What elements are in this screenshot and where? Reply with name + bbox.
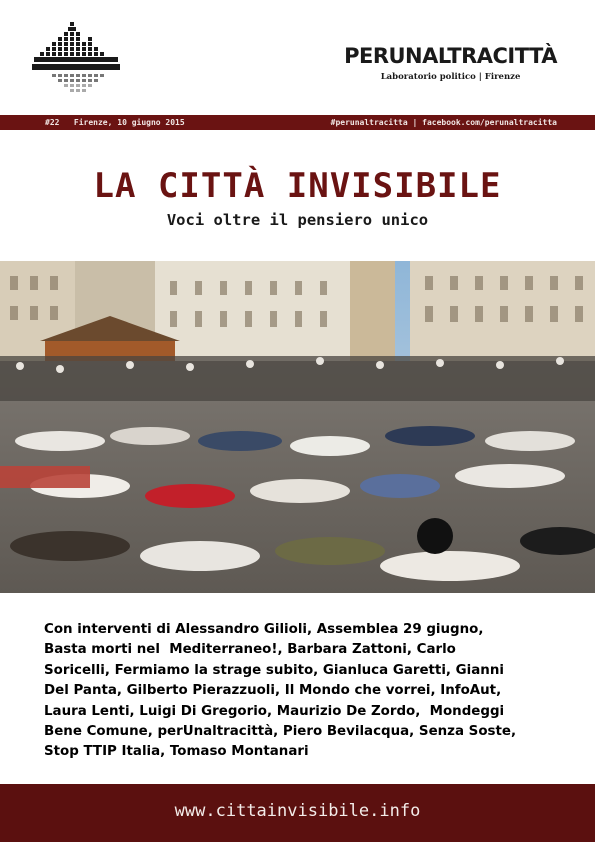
contributors-line: Basta morti nel Mediterraneo!, Barbara Zattoni, Carlo bbox=[44, 642, 456, 658]
contributors-line: Con interventi di Alessandro Gilioli, Assemblea 29 giugno, bbox=[44, 622, 484, 637]
footer-bar bbox=[0, 784, 595, 842]
social-info: #perunaltracitta | facebook.com/perunaltracitta bbox=[330, 118, 557, 127]
issue-info: #22 Firenze, 10 giugno 2015 bbox=[45, 118, 185, 127]
contributors-line: Bene Comune, perUnaltracittà, Piero Bevilacqua, Senza Soste, bbox=[44, 724, 517, 740]
contributors-line: Del Panta, Gilberto Pierazzuoli, Il Mondo che vorrei, InfoAut, bbox=[44, 683, 502, 699]
issue-info-bar bbox=[0, 115, 595, 130]
website-link[interactable]: www.cittainvisibile.info bbox=[174, 801, 421, 821]
city-blocks-logo bbox=[32, 22, 120, 102]
page-subtitle: Voci oltre il pensiero unico bbox=[166, 211, 429, 229]
contributors-line: Laura Lenti, Luigi Di Gregorio, Maurizio De Zordo, Mondeggi bbox=[44, 703, 505, 719]
brand-subtitle: Laboratorio politico | Firenze bbox=[380, 72, 521, 82]
contributors-line: Stop TTIP Italia, Tomaso Montanari bbox=[44, 744, 309, 760]
protest-photo bbox=[0, 261, 595, 593]
brand-logo bbox=[344, 44, 557, 82]
contributors-list bbox=[44, 620, 564, 763]
page-title: LA CITTÀ INVISIBILE bbox=[93, 166, 502, 206]
contributors-line: Soricelli, Fermiamo la strage subito, Gianluca Garetti, Gianni bbox=[44, 662, 504, 678]
brand-title: PERUNALTRACITTÀ bbox=[344, 44, 557, 68]
